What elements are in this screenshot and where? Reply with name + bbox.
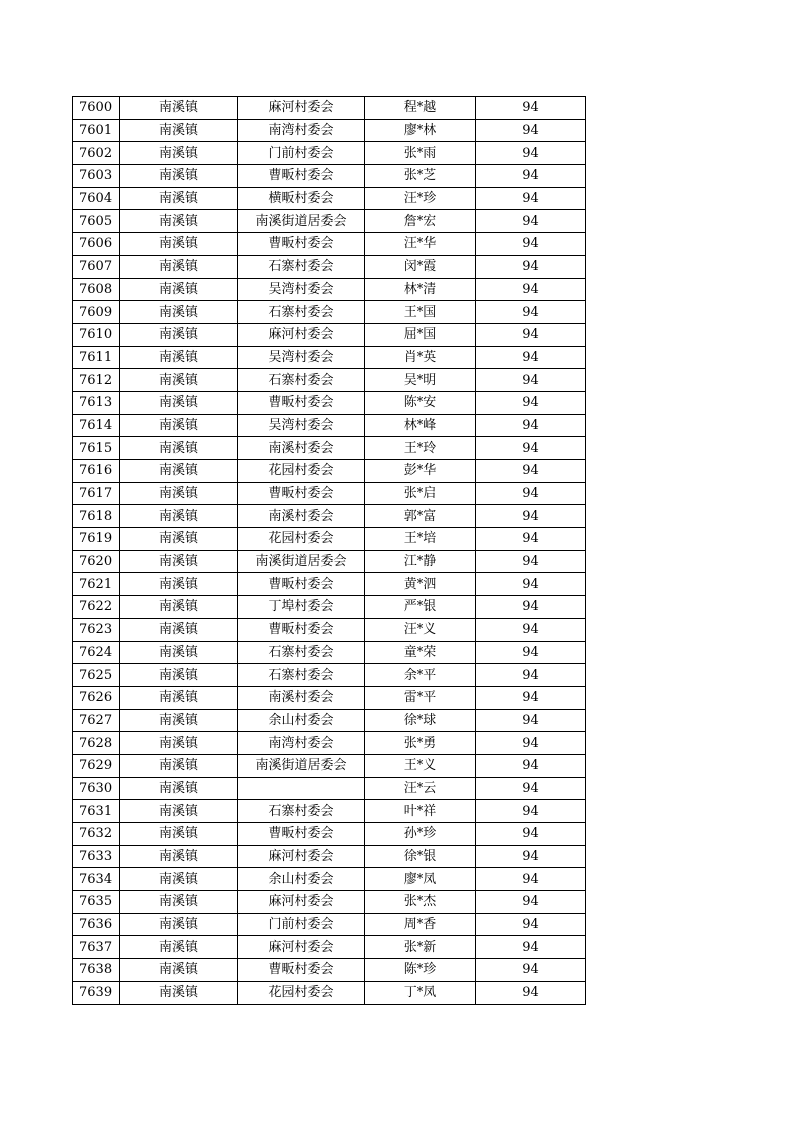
table-row [73, 528, 586, 551]
name-cell: 张*新 [365, 936, 476, 959]
row-number-cell: 7605 [73, 210, 120, 233]
town-cell: 南溪镇 [120, 210, 238, 233]
score-cell: 94 [476, 528, 586, 551]
town-cell: 南溪镇 [120, 119, 238, 142]
committee-cell: 麻河村委会 [238, 323, 365, 346]
table-row [73, 142, 586, 165]
town-cell: 南溪镇 [120, 959, 238, 982]
committee-cell: 石寨村委会 [238, 641, 365, 664]
score-cell: 94 [476, 369, 586, 392]
row-number-cell: 7627 [73, 709, 120, 732]
committee-cell: 南湾村委会 [238, 119, 365, 142]
town-cell: 南溪镇 [120, 845, 238, 868]
row-number-cell: 7637 [73, 936, 120, 959]
town-cell: 南溪镇 [120, 891, 238, 914]
row-number-cell: 7621 [73, 573, 120, 596]
town-cell: 南溪镇 [120, 391, 238, 414]
table-row [73, 187, 586, 210]
score-cell: 94 [476, 460, 586, 483]
table-row [73, 777, 586, 800]
name-cell: 汪*珍 [365, 187, 476, 210]
name-cell: 肖*英 [365, 346, 476, 369]
name-cell: 廖*凤 [365, 868, 476, 891]
name-cell: 周*香 [365, 913, 476, 936]
score-cell: 94 [476, 119, 586, 142]
table-row [73, 709, 586, 732]
committee-cell: 门前村委会 [238, 913, 365, 936]
committee-cell [238, 777, 365, 800]
table-row [73, 482, 586, 505]
row-number-cell: 7612 [73, 369, 120, 392]
town-cell: 南溪镇 [120, 255, 238, 278]
score-cell: 94 [476, 754, 586, 777]
table-row [73, 255, 586, 278]
committee-cell: 曹畈村委会 [238, 165, 365, 188]
table-row [73, 823, 586, 846]
town-cell: 南溪镇 [120, 618, 238, 641]
name-cell: 林*清 [365, 278, 476, 301]
score-cell: 94 [476, 891, 586, 914]
row-number-cell: 7611 [73, 346, 120, 369]
committee-cell: 石寨村委会 [238, 800, 365, 823]
score-cell: 94 [476, 981, 586, 1004]
committee-cell: 南溪村委会 [238, 505, 365, 528]
score-cell: 94 [476, 777, 586, 800]
town-cell: 南溪镇 [120, 369, 238, 392]
score-cell: 94 [476, 573, 586, 596]
row-number-cell: 7608 [73, 278, 120, 301]
row-number-cell: 7630 [73, 777, 120, 800]
score-cell: 94 [476, 391, 586, 414]
name-cell: 张*杰 [365, 891, 476, 914]
committee-cell: 吴湾村委会 [238, 414, 365, 437]
row-number-cell: 7639 [73, 981, 120, 1004]
score-cell: 94 [476, 959, 586, 982]
table-row [73, 301, 586, 324]
committee-cell: 曹畈村委会 [238, 391, 365, 414]
row-number-cell: 7614 [73, 414, 120, 437]
score-cell: 94 [476, 868, 586, 891]
row-number-cell: 7622 [73, 596, 120, 619]
row-number-cell: 7613 [73, 391, 120, 414]
row-number-cell: 7620 [73, 550, 120, 573]
name-cell: 彭*华 [365, 460, 476, 483]
name-cell: 孙*珍 [365, 823, 476, 846]
town-cell: 南溪镇 [120, 913, 238, 936]
score-cell: 94 [476, 664, 586, 687]
town-cell: 南溪镇 [120, 777, 238, 800]
name-cell: 张*勇 [365, 732, 476, 755]
row-number-cell: 7632 [73, 823, 120, 846]
table-row [73, 913, 586, 936]
name-cell: 郭*富 [365, 505, 476, 528]
table-row [73, 550, 586, 573]
committee-cell: 门前村委会 [238, 142, 365, 165]
committee-cell: 南溪街道居委会 [238, 210, 365, 233]
score-cell: 94 [476, 686, 586, 709]
name-cell: 王*玲 [365, 437, 476, 460]
town-cell: 南溪镇 [120, 482, 238, 505]
committee-cell: 南溪街道居委会 [238, 550, 365, 573]
name-cell: 王*义 [365, 754, 476, 777]
table-body [73, 97, 586, 1005]
committee-cell: 麻河村委会 [238, 97, 365, 120]
name-cell: 丁*凤 [365, 981, 476, 1004]
score-cell: 94 [476, 505, 586, 528]
name-cell: 陈*珍 [365, 959, 476, 982]
row-number-cell: 7618 [73, 505, 120, 528]
table-row [73, 414, 586, 437]
table-row [73, 346, 586, 369]
row-number-cell: 7634 [73, 868, 120, 891]
score-cell: 94 [476, 437, 586, 460]
table-row [73, 505, 586, 528]
table-row [73, 845, 586, 868]
score-cell: 94 [476, 641, 586, 664]
table-row [73, 323, 586, 346]
row-number-cell: 7636 [73, 913, 120, 936]
committee-cell: 曹畈村委会 [238, 618, 365, 641]
committee-cell: 南溪村委会 [238, 686, 365, 709]
row-number-cell: 7617 [73, 482, 120, 505]
town-cell: 南溪镇 [120, 528, 238, 551]
town-cell: 南溪镇 [120, 278, 238, 301]
table-row [73, 754, 586, 777]
row-number-cell: 7606 [73, 233, 120, 256]
name-cell: 汪*华 [365, 233, 476, 256]
town-cell: 南溪镇 [120, 414, 238, 437]
name-cell: 徐*银 [365, 845, 476, 868]
row-number-cell: 7628 [73, 732, 120, 755]
row-number-cell: 7635 [73, 891, 120, 914]
name-cell: 汪*云 [365, 777, 476, 800]
name-cell: 黄*泗 [365, 573, 476, 596]
table-row [73, 460, 586, 483]
score-cell: 94 [476, 210, 586, 233]
town-cell: 南溪镇 [120, 573, 238, 596]
score-cell: 94 [476, 97, 586, 120]
committee-cell: 石寨村委会 [238, 664, 365, 687]
committee-cell: 麻河村委会 [238, 936, 365, 959]
committee-cell: 南溪街道居委会 [238, 754, 365, 777]
table-row [73, 664, 586, 687]
table-row [73, 868, 586, 891]
town-cell: 南溪镇 [120, 301, 238, 324]
score-cell: 94 [476, 800, 586, 823]
score-cell: 94 [476, 913, 586, 936]
score-cell: 94 [476, 596, 586, 619]
table-row [73, 233, 586, 256]
town-cell: 南溪镇 [120, 346, 238, 369]
name-cell: 张*雨 [365, 142, 476, 165]
score-cell: 94 [476, 233, 586, 256]
town-cell: 南溪镇 [120, 686, 238, 709]
row-number-cell: 7629 [73, 754, 120, 777]
table-row [73, 165, 586, 188]
committee-cell: 丁埠村委会 [238, 596, 365, 619]
score-cell: 94 [476, 165, 586, 188]
committee-cell: 余山村委会 [238, 709, 365, 732]
town-cell: 南溪镇 [120, 754, 238, 777]
row-number-cell: 7619 [73, 528, 120, 551]
score-cell: 94 [476, 278, 586, 301]
score-cell: 94 [476, 346, 586, 369]
name-cell: 程*越 [365, 97, 476, 120]
committee-cell: 曹畈村委会 [238, 482, 365, 505]
name-cell: 张*芝 [365, 165, 476, 188]
row-number-cell: 7631 [73, 800, 120, 823]
name-cell: 詹*宏 [365, 210, 476, 233]
name-cell: 林*峰 [365, 414, 476, 437]
committee-cell: 吴湾村委会 [238, 346, 365, 369]
town-cell: 南溪镇 [120, 505, 238, 528]
town-cell: 南溪镇 [120, 981, 238, 1004]
town-cell: 南溪镇 [120, 187, 238, 210]
town-cell: 南溪镇 [120, 732, 238, 755]
town-cell: 南溪镇 [120, 550, 238, 573]
name-cell: 江*静 [365, 550, 476, 573]
committee-cell: 曹畈村委会 [238, 233, 365, 256]
committee-cell: 花园村委会 [238, 981, 365, 1004]
committee-cell: 花园村委会 [238, 528, 365, 551]
town-cell: 南溪镇 [120, 437, 238, 460]
table-row [73, 732, 586, 755]
row-number-cell: 7603 [73, 165, 120, 188]
town-cell: 南溪镇 [120, 800, 238, 823]
table-row [73, 391, 586, 414]
table-row [73, 278, 586, 301]
row-number-cell: 7604 [73, 187, 120, 210]
row-number-cell: 7624 [73, 641, 120, 664]
name-cell: 屈*国 [365, 323, 476, 346]
name-cell: 叶*祥 [365, 800, 476, 823]
town-cell: 南溪镇 [120, 460, 238, 483]
row-number-cell: 7626 [73, 686, 120, 709]
table-row [73, 641, 586, 664]
row-number-cell: 7638 [73, 959, 120, 982]
committee-cell: 石寨村委会 [238, 369, 365, 392]
committee-cell: 吴湾村委会 [238, 278, 365, 301]
row-number-cell: 7609 [73, 301, 120, 324]
score-cell: 94 [476, 618, 586, 641]
table-row [73, 437, 586, 460]
name-cell: 徐*球 [365, 709, 476, 732]
table-row [73, 573, 586, 596]
table-row [73, 210, 586, 233]
name-cell: 余*平 [365, 664, 476, 687]
town-cell: 南溪镇 [120, 97, 238, 120]
name-cell: 严*银 [365, 596, 476, 619]
row-number-cell: 7601 [73, 119, 120, 142]
row-number-cell: 7610 [73, 323, 120, 346]
name-cell: 雷*平 [365, 686, 476, 709]
committee-cell: 曹畈村委会 [238, 823, 365, 846]
row-number-cell: 7600 [73, 97, 120, 120]
committee-cell: 石寨村委会 [238, 255, 365, 278]
committee-cell: 麻河村委会 [238, 845, 365, 868]
score-cell: 94 [476, 187, 586, 210]
committee-cell: 曹畈村委会 [238, 959, 365, 982]
town-cell: 南溪镇 [120, 165, 238, 188]
name-cell: 张*启 [365, 482, 476, 505]
name-cell: 廖*林 [365, 119, 476, 142]
score-cell: 94 [476, 936, 586, 959]
row-number-cell: 7615 [73, 437, 120, 460]
name-cell: 陈*安 [365, 391, 476, 414]
row-number-cell: 7602 [73, 142, 120, 165]
town-cell: 南溪镇 [120, 323, 238, 346]
score-cell: 94 [476, 550, 586, 573]
committee-cell: 横畈村委会 [238, 187, 365, 210]
table-row [73, 97, 586, 120]
row-number-cell: 7623 [73, 618, 120, 641]
name-cell: 王*国 [365, 301, 476, 324]
score-cell: 94 [476, 414, 586, 437]
row-number-cell: 7625 [73, 664, 120, 687]
committee-cell: 石寨村委会 [238, 301, 365, 324]
row-number-cell: 7633 [73, 845, 120, 868]
name-cell: 汪*义 [365, 618, 476, 641]
row-number-cell: 7607 [73, 255, 120, 278]
committee-cell: 南溪村委会 [238, 437, 365, 460]
town-cell: 南溪镇 [120, 823, 238, 846]
name-cell: 童*荣 [365, 641, 476, 664]
score-cell: 94 [476, 845, 586, 868]
score-cell: 94 [476, 482, 586, 505]
town-cell: 南溪镇 [120, 868, 238, 891]
table-row [73, 959, 586, 982]
table-row [73, 686, 586, 709]
score-cell: 94 [476, 323, 586, 346]
name-cell: 闵*霞 [365, 255, 476, 278]
committee-cell: 南湾村委会 [238, 732, 365, 755]
table-row [73, 891, 586, 914]
town-cell: 南溪镇 [120, 142, 238, 165]
table-row [73, 618, 586, 641]
table-row [73, 936, 586, 959]
score-cell: 94 [476, 255, 586, 278]
town-cell: 南溪镇 [120, 936, 238, 959]
table-row [73, 981, 586, 1004]
table-row [73, 800, 586, 823]
committee-cell: 花园村委会 [238, 460, 365, 483]
table-row [73, 119, 586, 142]
town-cell: 南溪镇 [120, 233, 238, 256]
name-cell: 王*培 [365, 528, 476, 551]
score-cell: 94 [476, 142, 586, 165]
score-cell: 94 [476, 823, 586, 846]
town-cell: 南溪镇 [120, 709, 238, 732]
score-cell: 94 [476, 709, 586, 732]
committee-cell: 余山村委会 [238, 868, 365, 891]
town-cell: 南溪镇 [120, 596, 238, 619]
score-cell: 94 [476, 301, 586, 324]
data-table [72, 96, 586, 1005]
committee-cell: 麻河村委会 [238, 891, 365, 914]
name-cell: 吴*明 [365, 369, 476, 392]
score-cell: 94 [476, 732, 586, 755]
row-number-cell: 7616 [73, 460, 120, 483]
table-row [73, 369, 586, 392]
town-cell: 南溪镇 [120, 664, 238, 687]
town-cell: 南溪镇 [120, 641, 238, 664]
table-row [73, 596, 586, 619]
committee-cell: 曹畈村委会 [238, 573, 365, 596]
